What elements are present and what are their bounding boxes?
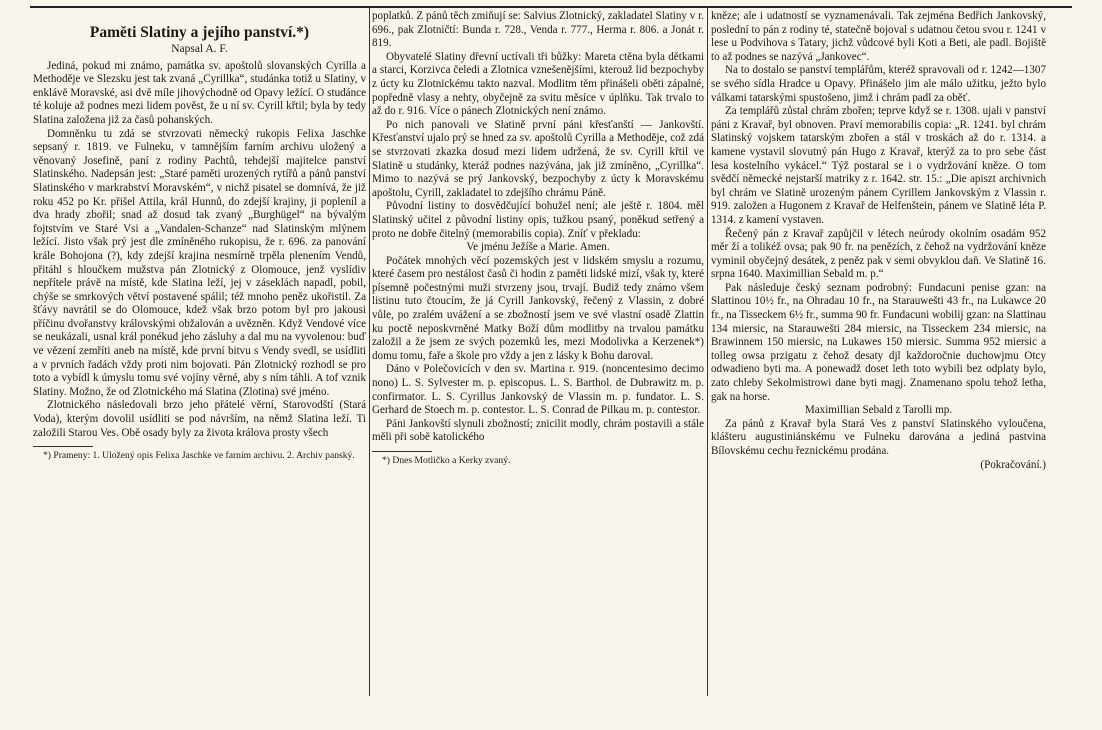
paragraph: Obyvatelé Slatiny dřevní uctívali tři bůžky: Mareta ctěna byla dětkami a starci, Korzivca čeledi a Zlotnica vznešenějšími, kterouž lid bezpochyby z úcty ku Zlotnickému takto nazval. Modlitm těm přinášeli oběti zápalné, popředně vlasy a nehty, obyčejně za svitu měsíce v úplňku. Tak trvalo to až do r. 916. Více o pánech Zlotnických není známo. [372, 50, 704, 118]
column-3 [711, 10, 1046, 696]
column-divider [707, 6, 708, 696]
footnote-rule [372, 451, 432, 452]
footnote-rule [33, 446, 93, 447]
paragraph: Zlotnického následovali brzo jeho přátelé věrní, Starovodští (Stará Voda), kterým dovolil usídliti se pod návrším, na němž Slatina leží. Ti založili Starou Ves. Obě osady byly za života králova prosty všech [33, 399, 366, 439]
paragraph: kněze; ale i udatností se vyznamenávali. Tak zejména Bedřich Jankovský, poslední to pán z rodiny té, statečně bojoval s udatnou četou svou r. 1241 v lese u Podvihova s Tatary, jichž vůdcové byli Koti a Beti, ale padl. Bojiště to až podnes se nazývá „Jankovec“. [711, 10, 1046, 63]
paragraph: Pak následuje český seznam podrobný: Fundacuni penise gzan: na Slattinou 10½ fr., na Ohradau 10 fr., na Starauwešti 43 fr., na Lukawce 20 fr., na Tisseckem 6½ fr., summa 90 fr. Fundacuni wobilij gzan: na Slattinau 134 miersic, na Starauwešti 284 miersic, na Tisseckem 234 miersic, na Brawinnem 150 miersic, na Lukawes 150 miersic. Summa 952 miersic a tolleg owsa przigatu z čehož desaty djl každoročnie duchowjmu Otcy odwadieno byti ma. A ponewadž doset leth toto wybili bez odplaty bylo, zato chleby Sekolmistrowi dane byti magj. Znamenano spolu tehož letha, gak na horse. [711, 281, 1046, 403]
paragraph: Původní listiny to dosvědčující bohužel není; ale ještě r. 1804. měl Slatinský učitel z původní listiny opis, tužkou psaný, poněkud setřený a proto ne dobře čitelný (memorabilis copia). Zníť v překladu: [372, 200, 704, 240]
paragraph: Na to dostalo se panství templářům, kteréž spravovali od r. 1242—1307 se svého sídla Hradce u Opavy. Přinášelo jim ale málo užitku, ježto bylo válkami tatarskými spustošeno, jimž i chrám padl za oběť. [711, 64, 1046, 104]
paragraph: Po nich panovali ve Slatině první páni křesťanští — Jankovští. Křesťanství ujalo prý se hned za sv. apoštolů Cyrilla a Methoděje, což zdá se stvrzovati zkazka dosud mezi lidem udržená, že sv. Cyrill křtil ve Slatině u studánky, kteráž podnes nazývána, jak již zmíněno, „Cyrillka“. Mimo to nazývá se prý Jankovský, bezpochyby z úcty k Moravskému apoštolu, Cyrill, zakladatel to zdejšího chrámu Páně. [372, 118, 704, 199]
continued-note: (Pokračování.) [980, 458, 1046, 471]
top-rule [30, 6, 1072, 8]
invocation: Ve jménu Ježíše a Marie. Amen. [466, 241, 610, 254]
paragraph: Dáno v Polečovicích v den sv. Martina r. 919. (noncentesimo decimo nono) L. S. Sylvester m. p. episcopus. L. S. Barthol. de Dubrawitz m. p. confirmator. L. S. Cyrillus Jankovský de Vlassin m. p. fundator. L. S. Gerhard de Stoech m. p. contestor. L. S. Conrad de Pilkau m. p. contestor. [372, 363, 704, 417]
paragraph: Řečený pán z Kravař zapůjčil v létech neúrody okolním osadám 952 měr ží a tolikéž ovsa; pak 90 fr. na penězích, z čehož na vydržování kněze vyminil obyčejný desátek, z peněz pak v semi obvyklou daň. Ve Slatině 16. srpna 1640. Maximillian Sebald m. p.“ [711, 227, 1046, 281]
signature: Maximillian Sebald z Tarolli mp. [804, 404, 953, 417]
paragraph: Počátek mnohých věcí pozemských jest v lidském smyslu a rozumu, které časem pro nestálost časů či hodin z paměti lidské mizí, však ty, které písemně počestnými muži stvrzeny jsou, trvají. Budiž tedy známo všem listinu tuto čtoucím, že já Cyrill Jankovský, řečený z Vlassin, z dobré vůle, po zralém uvážení a se zbožností jsem ve své vlastní osadě Zlattin ku poctě neposkvrněné Matky Boží dům modlitby na trvalou památku založil a že jsem ze svých pozemků les, mezi Modolivka a Kerzenek*) domu tomu, faře a škole pro vždy a jen z lásky k Bohu daroval. [372, 254, 704, 362]
column-divider [369, 6, 370, 696]
paragraph: Jediná, pokud mi známo, památka sv. apoštolů slovanských Cyrilla a Methoděje ve Slezsku jest tak zvaná „Cyrillka“, studánka totiž u Slatiny, v enklávě Moravské, asi dvě míle jihovýchodně od Opavy ležící. O studánce té koluje až podnes mezi lidem pověst, že u ní sv. Cyrill křtil; byla by tedy Slatina založena již za časů pohanských. [33, 59, 366, 126]
column-2 [372, 10, 704, 696]
footnote: *) Dnes Motličko a Kerky zvaný. [382, 455, 511, 466]
article-title: Paměti Slatiny a jejího panství.*) [89, 24, 310, 41]
article-author: Napsal A. F. [171, 43, 228, 55]
footnote: *) Prameny: 1. Uložený opis Felixa Jaschke ve farním archivu. 2. Archiv panský. [43, 450, 355, 462]
paragraph: poplatků. Z pánů těch zmiňují se: Salvius Zlotnický, zakladatel Slatiny v r. 696., pak Zlotnic̆tí: Bunda r. 728., Venda r. 777., Herma r. 806. a Jonát r. 819. [372, 10, 704, 50]
paragraph: Za pánů z Kravař byla Stará Ves z panství Slatinského vyloučena, klášteru augustiniánskému ve Fulneku darována a jediná pastvina Bílovskému cechu řeznickému prodána. [711, 417, 1046, 457]
column-1 [33, 10, 366, 696]
paragraph: Domněnku tu zdá se stvrzovati německý rukopis Felixa Jaschke sepsaný r. 1819. ve Fulneku, v tamnějším farním archivu uložený a věnovaný Josefině, paní z rodiny Pachtů, tehdejší majitelce panství Slatinského. Nadepsán jest: „Staré paměti urozených rytířů a pánů panství Slatinského v markrabství Moravském“, v nichž pisatel se domnívá, že již roku 452 po Kr. přišel Attila, král Hunnů, do zdejší krajiny, ji popleníl a dva hrady zbořil; snad až dosud tak zvaný „Burghügel“ na bývalým fojtstvím ve Staré Vsi a „Vandalen-Schanze“ nad Slatinským mlýnem ležící. Jisto však prý jest dle zmíněného rukopisu, že r. 696. za panování krále Bohojona (?), kdy zdejší krajina nesmírně trpěla plenením Vendů, přitáhl s hloučkem mužstva pán Zlotnický z Olomouce, jenž vyslídiv nepřítele právě na místě, kde Slatina leží, jej v záseklách napadl, pobil, chýše se smrkových větví postavené spálil; též mnoho peněz ukořistil. Za šťávy navrátil se do Olomouce, kdež však brzo potom byl pro jakousi příčinu dvořanstvy královskými obžalován a uvězněn. Když Vendové více se neukázali, usnal král ponékud jeho zásluhy a dal mu na vyvolenou: buď ve vězení zemříti aneb na místě, kde první bitvu s Vendy svedl, se usídliti a v prvních řadách vždy proti nim bojovati. Pán Zlotnický rozhodl se pro toto a vybídl k úmyslu tomu své vojíny věrné, aby s ním táhli. A tof vznik Slatiny. Možno, že od Zlotnického má Slatina (Zlotina) své jméno. [33, 127, 366, 398]
paragraph: Za templářů zůstal chrám zbořen; teprve když se r. 1308. ujali v panství páni z Kravař, byl obnoven. Praví memorabilis copia: „R. 1241. byl chrám Slatinský vojskem tatarským zbořen a stál v troskách až do r. 1314. a kamene vystavil slovutný pán Hugo z Kravař, kterýž za to pro sebe část lesa kostelního vykácel.“ Týž postaral se i o vydržování kněze. O tom svědčí německé nejstarší matriky z r. 1642. str. 15.: „Die apiszt archivnich byl chrám ve Slatině urozeným pánem Cyrillem Jankovským z Vlassin r. 919. založen a Hugonem z Kravař de Helfenštein, pánem ve Slatině léta P. 1314. z kamení vystaven. [711, 105, 1046, 226]
paragraph: Páni Jankovští slynuli zbožností; znicilit modly, chrám postavili a stále měli při sobě katolického [372, 417, 704, 444]
